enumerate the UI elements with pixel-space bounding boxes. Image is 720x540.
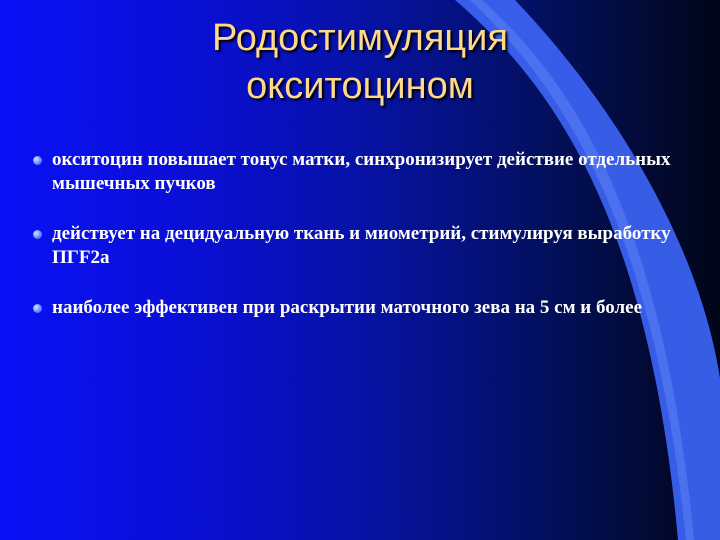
- bullet-item: [30, 148, 690, 196]
- bullet-text: действует на децидуальную ткань и миометрий, стимулируя выработку ПГF2a: [52, 223, 671, 268]
- bullet-item: [30, 222, 690, 270]
- bullet-dot-icon: [33, 304, 42, 313]
- title-line-1: Родостимуляция: [212, 17, 508, 59]
- slide-title: [140, 14, 580, 110]
- bullet-item: [30, 296, 690, 320]
- bullet-text: наиболее эффективен при раскрытии маточного зева на 5 см и более: [52, 297, 643, 318]
- bullet-text: окситоцин повышает тонус матки, синхронизирует действие отдельных мышечных пучков: [52, 149, 671, 194]
- bullet-dot-icon: [33, 230, 42, 239]
- bullet-dot-icon: [33, 156, 42, 165]
- bullet-list: [30, 148, 690, 346]
- title-line-2: окситоцином: [246, 65, 474, 107]
